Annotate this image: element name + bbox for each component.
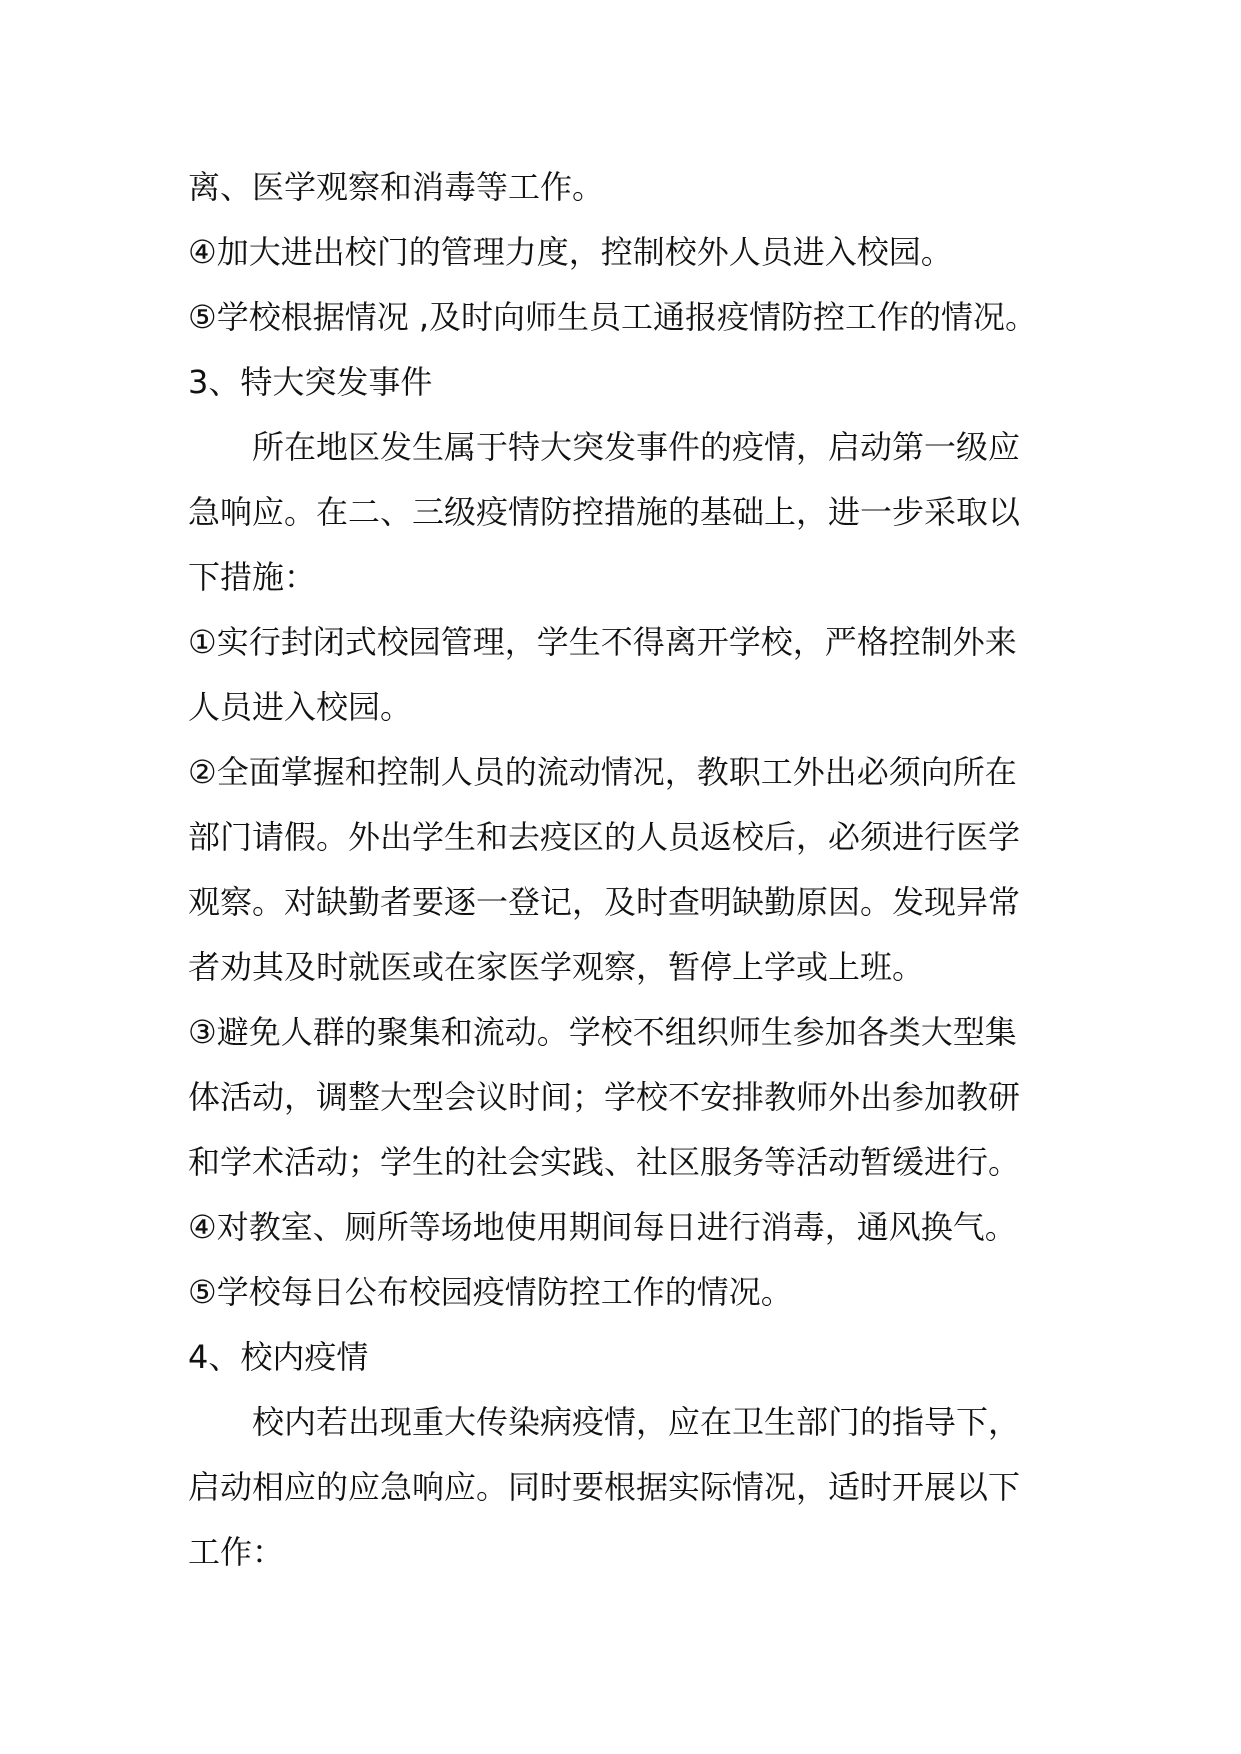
list-item-3-line: ③避免人群的聚集和流动。学校不组织师生参加各类大型集 <box>188 1013 1017 1051</box>
paragraph-line: 离、医学观察和消毒等工作。 <box>188 168 605 206</box>
paragraph-line: 工作： <box>188 1533 285 1571</box>
paragraph-line: 急响应。在二、三级疫情防控措施的基础上，进一步采取以 <box>188 493 1021 531</box>
paragraph-line: 校内若出现重大传染病疫情，应在卫生部门的指导下， <box>252 1403 1021 1441</box>
paragraph-line: 所在地区发生属于特大突发事件的疫情，启动第一级应 <box>252 428 1021 466</box>
list-item-4-line: ④对教室、厕所等场地使用期间每日进行消毒，通风换气。 <box>188 1208 1017 1246</box>
document-body <box>188 155 1068 1585</box>
list-item-2-line: 者劝其及时就医或在家医学观察，暂停上学或上班。 <box>188 948 925 986</box>
list-item-1-line: ①实行封闭式校园管理，学生不得离开学校，严格控制外来 <box>188 623 1017 661</box>
list-item-1-line: 人员进入校园。 <box>188 688 413 726</box>
list-item-3-line: 体活动，调整大型会议时间；学校不安排教师外出参加教研 <box>188 1078 1021 1116</box>
list-item-2-line: 部门请假。外出学生和去疫区的人员返校后，必须进行医学 <box>188 818 1021 856</box>
paragraph-line: 启动相应的应急响应。同时要根据实际情况，适时开展以下 <box>188 1468 1021 1506</box>
list-item-4-line: ④加大进出校门的管理力度，控制校外人员进入校园。 <box>188 233 953 271</box>
list-item-3-line: 和学术活动；学生的社会实践、社区服务等活动暂缓进行。 <box>188 1143 1021 1181</box>
list-item-5-line: ⑤学校每日公布校园疫情防控工作的情况。 <box>188 1273 793 1311</box>
section-heading-3: 3、特大突发事件 <box>188 363 433 401</box>
list-item-5-line: ⑤学校根据情况 ,及时向师生员工通报疫情防控工作的情况。 <box>188 298 1038 336</box>
paragraph-line: 下措施： <box>188 558 317 596</box>
list-item-2-line: 观察。对缺勤者要逐一登记，及时查明缺勤原因。发现异常 <box>188 883 1021 921</box>
list-item-2-line: ②全面掌握和控制人员的流动情况，教职工外出必须向所在 <box>188 753 1017 791</box>
section-heading-4: 4、校内疫情 <box>188 1338 369 1376</box>
